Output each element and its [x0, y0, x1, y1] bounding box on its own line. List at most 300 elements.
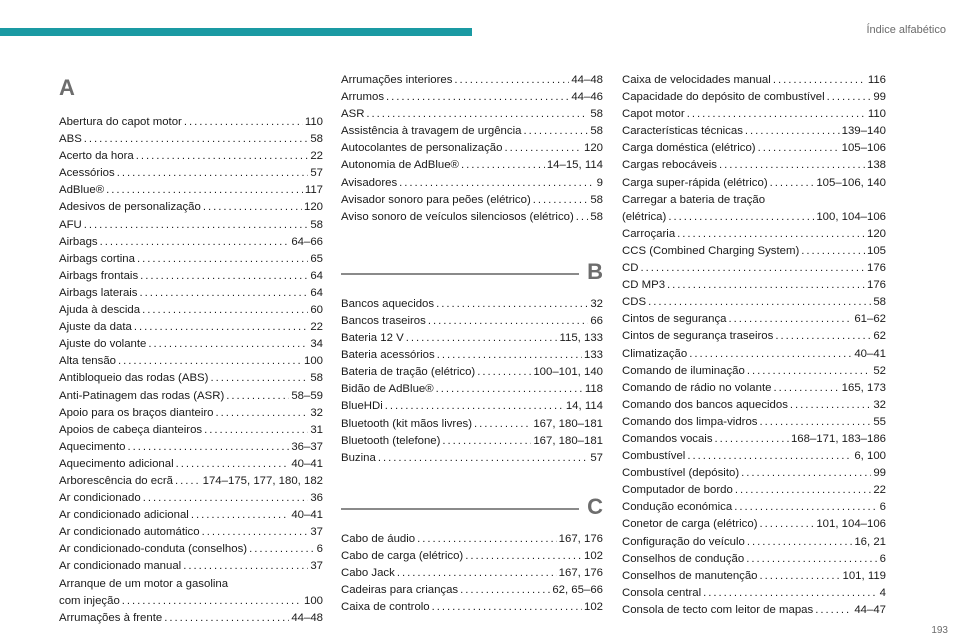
entry-label: Avisador sonoro para peões (elétrico): [341, 193, 531, 206]
entry-label: com injeção: [59, 594, 120, 607]
entry-label: BlueHDi: [341, 400, 383, 413]
leader-dots: [815, 602, 852, 619]
entry-label: Aquecimento adicional: [59, 457, 174, 470]
entry-label: Airbags laterais: [59, 286, 138, 299]
entry-pages: 64–66: [291, 235, 323, 248]
entry-pages: 101, 104–106: [816, 518, 886, 531]
index-entry: [341, 565, 603, 582]
entry-pages: 32: [590, 297, 603, 310]
index-entry: [59, 148, 323, 165]
entry-pages: 60: [310, 304, 323, 317]
entry-pages: 117: [304, 184, 323, 197]
entry-label: Ar condicionado-conduta (conselhos): [59, 543, 248, 556]
index-entry: [341, 347, 603, 364]
index-entry: [341, 416, 603, 433]
entry-pages: 138: [866, 159, 886, 172]
index-entry: [59, 251, 323, 268]
entry-pages: 40–41: [854, 347, 886, 360]
entry-label: CDS: [622, 296, 647, 309]
leader-dots: [460, 582, 550, 599]
entry-label: Carga super-rápida (elétrico): [622, 176, 768, 189]
leader-dots: [428, 313, 588, 330]
entry-label: CCS (Combined Charging System): [622, 244, 800, 257]
entry-pages: 167, 176: [558, 566, 603, 579]
leader-dots: [134, 319, 309, 336]
entry-label: Cabo de carga (elétrico): [341, 549, 464, 562]
entry-pages: 99: [873, 467, 886, 480]
entry-pages: 120: [303, 201, 323, 214]
entry-pages: 52: [873, 364, 886, 377]
leader-dots: [191, 507, 289, 524]
entry-label: Condução económica: [622, 501, 733, 514]
index-entry: [59, 473, 323, 490]
entry-pages: 14–15, 114: [546, 159, 603, 172]
leader-dots: [775, 328, 871, 345]
entry-pages: 22: [310, 150, 323, 163]
entry-label: Apoio para os braços dianteiro: [59, 406, 214, 419]
entry-pages: 57: [310, 167, 323, 180]
leader-dots: [137, 251, 308, 268]
leader-dots: [436, 296, 588, 313]
index-entry: [341, 106, 603, 123]
index-entry: [341, 175, 603, 192]
index-entry: [622, 311, 886, 328]
leader-dots: [385, 398, 564, 415]
index-entry-continued: Carregar a bateria de tração: [622, 193, 766, 206]
entry-pages: 62: [873, 330, 886, 343]
leader-dots: [378, 450, 588, 467]
index-entry: [622, 123, 886, 140]
entry-label: Aviso sonoro de veículos silenciosos (elétrico): [341, 210, 574, 223]
leader-dots: [760, 516, 815, 533]
entry-pages: 40–41: [291, 457, 323, 470]
leader-dots: [504, 140, 582, 157]
leader-dots: [801, 243, 865, 260]
index-entry: [622, 106, 886, 123]
entry-label: ASR: [341, 108, 365, 121]
entry-pages: 32: [873, 398, 886, 411]
leader-dots: [687, 448, 852, 465]
leader-dots: [143, 490, 309, 507]
leader-dots: [136, 148, 309, 165]
index-entry: [59, 388, 323, 405]
leader-dots: [216, 405, 309, 422]
entry-pages: 16, 21: [854, 535, 886, 548]
index-entry: [59, 405, 323, 422]
index-entry: [59, 182, 323, 199]
index-entry: [59, 558, 323, 575]
index-entry: [622, 209, 886, 226]
index-list-c-continued: [622, 72, 886, 192]
entry-label: Conetor de carga (elétrico): [622, 518, 758, 531]
index-entry: [622, 414, 886, 431]
leader-dots: [142, 302, 308, 319]
entry-pages: 115, 133: [559, 332, 603, 345]
entry-label: Cabo de áudio: [341, 532, 416, 545]
entry-label: Capacidade do depósito de combustível: [622, 91, 825, 104]
index-entry: [622, 448, 886, 465]
entry-pages: 120: [866, 227, 886, 240]
index-entry: [622, 363, 886, 380]
leader-dots: [437, 347, 582, 364]
entry-pages: 44–47: [854, 603, 886, 616]
leader-dots: [648, 294, 871, 311]
index-entry: [341, 123, 603, 140]
leader-dots: [454, 72, 569, 89]
entry-pages: 36–37: [291, 440, 323, 453]
entry-pages: 100: [303, 594, 323, 607]
entry-label: Ajuste do volante: [59, 338, 147, 351]
entry-pages: 105–106: [841, 142, 886, 155]
leader-dots: [432, 599, 582, 616]
index-list-a: [59, 114, 323, 576]
entry-pages: 64: [310, 286, 323, 299]
entry-label: Ar condicionado manual: [59, 560, 182, 573]
leader-dots: [226, 388, 289, 405]
leader-dots: [533, 192, 589, 209]
index-entry: [59, 422, 323, 439]
entry-pages: 66: [590, 314, 603, 327]
leader-dots: [118, 353, 302, 370]
leader-dots: [148, 336, 308, 353]
index-entry: [341, 89, 603, 106]
entry-pages: 101, 119: [842, 569, 886, 582]
entry-label: Antibloqueio das rodas (ABS): [59, 372, 209, 385]
leader-dots: [759, 414, 871, 431]
entry-pages: 22: [873, 484, 886, 497]
leader-dots: [202, 524, 309, 541]
entry-pages: 34: [310, 338, 323, 351]
leader-dots: [366, 106, 588, 123]
leader-dots: [687, 106, 866, 123]
entry-pages: 58: [590, 210, 603, 223]
entry-label: Conselhos de condução: [622, 552, 745, 565]
entry-label: AFU: [59, 218, 82, 231]
index-entry: [341, 209, 603, 226]
entry-pages: 6: [879, 501, 886, 514]
entry-label: Airbags frontais: [59, 269, 139, 282]
entry-pages: 6: [316, 543, 323, 556]
index-entry: [622, 294, 886, 311]
entry-pages: 110: [867, 108, 886, 121]
entry-label: Bateria 12 V: [341, 332, 404, 345]
entry-label: Apoios de cabeça dianteiros: [59, 423, 203, 436]
index-entry: [622, 397, 886, 414]
index-entry: [622, 89, 886, 106]
leader-dots: [106, 182, 303, 199]
index-entry: [341, 364, 603, 381]
entry-label: Carga doméstica (elétrico): [622, 142, 756, 155]
entry-label: Bidão de AdBlue®: [341, 383, 434, 396]
leader-dots: [677, 226, 865, 243]
index-entry: [59, 217, 323, 234]
entry-pages: 165, 173: [841, 381, 886, 394]
leader-dots: [667, 277, 865, 294]
header-accent-bar: [0, 28, 472, 36]
leader-dots: [249, 541, 315, 558]
entry-pages: 37: [310, 526, 323, 539]
leader-dots: [84, 217, 309, 234]
entry-label: Cintos de segurança: [622, 313, 727, 326]
leader-dots: [140, 268, 308, 285]
entry-pages: 6: [879, 552, 886, 565]
entry-label: Cabo Jack: [341, 566, 395, 579]
index-entry: [341, 72, 603, 89]
index-entry: [622, 243, 886, 260]
leader-dots: [734, 499, 877, 516]
entry-label: Arrumações interiores: [341, 74, 453, 86]
leader-dots: [668, 209, 814, 226]
entry-pages: 58: [310, 218, 323, 231]
entry-pages: 4: [879, 586, 886, 599]
entry-pages: 110: [304, 116, 323, 128]
entry-pages: 31: [310, 423, 323, 436]
leader-dots: [523, 123, 588, 140]
leader-dots: [117, 165, 309, 182]
index-list-c-continued: [622, 226, 886, 619]
index-entry: [622, 585, 886, 602]
leader-dots: [746, 551, 877, 568]
leader-dots: [477, 364, 531, 381]
index-entry: [341, 296, 603, 313]
leader-dots: [100, 234, 290, 251]
leader-dots: [465, 548, 582, 565]
leader-dots: [728, 311, 852, 328]
index-entry: [341, 192, 603, 209]
section-header-c: [341, 495, 603, 521]
entry-label: Cintos de segurança traseiros: [622, 330, 774, 343]
page-number: 193: [931, 625, 948, 636]
entry-pages: 58: [873, 296, 886, 309]
leader-dots: [576, 209, 589, 226]
entry-pages: 167, 180–181: [533, 434, 603, 447]
entry-label: Ajuda à descida: [59, 304, 141, 317]
entry-label: Consola de tecto com leitor de mapas: [622, 603, 814, 616]
entry-label: Arborescência do ecrã: [59, 474, 173, 487]
index-entry: [622, 465, 886, 482]
entry-label: Acerto da hora: [59, 150, 134, 163]
entry-pages: 58: [590, 193, 603, 206]
index-entry: [622, 157, 886, 174]
entry-pages: 102: [583, 549, 603, 562]
leader-dots: [741, 465, 871, 482]
leader-dots: [735, 482, 872, 499]
entry-pages: 118: [584, 383, 603, 396]
entry-label: Autocolantes de personalização: [341, 142, 503, 155]
entry-label: Airbags: [59, 235, 98, 248]
leader-dots: [715, 431, 789, 448]
index-entry: [341, 330, 603, 347]
entry-label: Capot motor: [622, 108, 685, 121]
entry-label: Comando de rádio no volante: [622, 381, 772, 394]
index-entry: [59, 302, 323, 319]
entry-label: Consola central: [622, 586, 702, 599]
entry-pages: 58: [310, 372, 323, 385]
leader-dots: [745, 123, 840, 140]
entry-pages: 102: [583, 601, 603, 614]
section-divider: [341, 273, 579, 275]
leader-dots: [773, 72, 866, 89]
entry-pages: 22: [310, 321, 323, 334]
entry-pages: 105–106, 140: [816, 176, 886, 189]
entry-pages: 167, 176: [558, 532, 603, 545]
entry-label: Carroçaria: [622, 227, 676, 240]
entry-label: Combustível (depósito): [622, 467, 740, 480]
leader-dots: [176, 456, 290, 473]
entry-label: Acessórios: [59, 167, 115, 180]
index-column-2: [341, 72, 603, 616]
index-entry: [622, 226, 886, 243]
leader-dots: [122, 593, 302, 610]
index-entry: [622, 602, 886, 619]
index-entry: [59, 593, 323, 610]
entry-pages: 100–101, 140: [533, 366, 603, 379]
index-entry: [622, 551, 886, 568]
entry-pages: 62, 65–66: [552, 584, 603, 597]
entry-label: Ar condicionado: [59, 492, 141, 505]
index-entry: [59, 456, 323, 473]
entry-label: Bancos aquecidos: [341, 297, 435, 310]
index-entry: [341, 531, 603, 548]
index-entry: [622, 277, 886, 294]
leader-dots: [461, 157, 545, 174]
entry-label: Bluetooth (kit mãos livres): [341, 417, 473, 430]
entry-pages: 65: [310, 252, 323, 265]
entry-label: Bateria de tração (elétrico): [341, 366, 476, 379]
index-entry: [622, 140, 886, 157]
entry-label: Buzina: [341, 451, 376, 464]
entry-pages: 58: [310, 133, 323, 146]
entry-pages: 133: [583, 349, 603, 362]
entry-label: Cadeiras para crianças: [341, 584, 459, 597]
index-entry: [59, 268, 323, 285]
entry-label: Caixa de velocidades manual: [622, 74, 771, 86]
entry-label: Cargas rebocáveis: [622, 159, 717, 172]
index-entry: [341, 313, 603, 330]
entry-pages: 58: [590, 125, 603, 138]
entry-pages: 139–140: [841, 125, 886, 138]
leader-dots: [164, 610, 289, 627]
entry-label: Comandos vocais: [622, 432, 713, 445]
index-entry: [622, 568, 886, 585]
entry-pages: 14, 114: [565, 400, 603, 413]
index-entry: [622, 431, 886, 448]
index-entry: [341, 599, 603, 616]
entry-pages: 176: [866, 279, 886, 292]
entry-pages: 57: [590, 451, 603, 464]
index-entry: [59, 370, 323, 387]
entry-pages: 100: [303, 355, 323, 368]
entry-label: Computador de bordo: [622, 484, 733, 497]
entry-label: Comando de iluminação: [622, 364, 745, 377]
index-entry: [59, 319, 323, 336]
entry-label: Caixa de controlo: [341, 601, 430, 614]
index-entry-continued: Arranque de um motor a gasolina: [59, 577, 229, 590]
entry-pages: 105: [866, 244, 886, 257]
leader-dots: [406, 330, 558, 347]
index-entry: [622, 328, 886, 345]
entry-label: Adesivos de personalização: [59, 201, 201, 214]
index-entry: [341, 433, 603, 450]
entry-label: Avisadores: [341, 176, 398, 189]
leader-dots: [140, 285, 309, 302]
entry-label: Comando dos bancos aquecidos: [622, 398, 788, 411]
index-entry: [59, 234, 323, 251]
entry-pages: 167, 180–181: [533, 417, 603, 430]
entry-label: Arrumações à frente: [59, 611, 163, 624]
entry-pages: 9: [596, 176, 603, 189]
index-entry: [622, 260, 886, 277]
entry-pages: 99: [873, 91, 886, 104]
leader-dots: [203, 199, 302, 216]
index-entry: [59, 114, 323, 131]
entry-label: Combustível: [622, 450, 686, 463]
section-letter-b: B: [587, 258, 603, 284]
entry-label: Anti-Patinagem das rodas (ASR): [59, 389, 225, 402]
index-entry: [59, 541, 323, 558]
entry-label: Bluetooth (telefone): [341, 434, 441, 447]
section-letter-a: A: [59, 75, 75, 100]
index-entry: [341, 450, 603, 467]
entry-pages: 40–41: [291, 509, 323, 522]
index-entry: [59, 199, 323, 216]
leader-dots: [175, 473, 201, 490]
entry-pages: 44–46: [571, 91, 603, 104]
index-entry: [622, 534, 886, 551]
leader-dots: [184, 114, 303, 131]
index-list-b: [341, 296, 603, 467]
index-entry: [59, 165, 323, 182]
leader-dots: [760, 568, 841, 585]
entry-label: Autonomia de AdBlue®: [341, 159, 459, 172]
entry-pages: 176: [866, 262, 886, 275]
entry-pages: 61–62: [854, 313, 886, 326]
entry-pages: 116: [867, 74, 886, 86]
entry-label: Assistência à travagem de urgência: [341, 125, 522, 138]
leader-dots: [790, 397, 871, 414]
index-entry: [622, 346, 886, 363]
entry-label: Alta tensão: [59, 355, 116, 368]
entry-label: ABS: [59, 133, 82, 146]
leader-dots: [204, 422, 308, 439]
entry-label: AdBlue®: [59, 184, 105, 197]
entry-label: Ar condicionado automático: [59, 526, 200, 539]
index-entry: [341, 582, 603, 599]
entry-label: Comando dos limpa-vidros: [622, 415, 758, 428]
leader-dots: [397, 565, 557, 582]
index-entry: [59, 131, 323, 148]
leader-dots: [747, 534, 852, 551]
index-column-3: [622, 72, 886, 619]
section-header-b: [341, 260, 603, 286]
index-entry: [59, 353, 323, 370]
index-entry: [341, 548, 603, 565]
index-entry: [622, 175, 886, 192]
leader-dots: [436, 381, 583, 398]
entry-label: (elétrica): [622, 210, 667, 223]
leader-dots: [719, 157, 865, 174]
entry-label: Airbags cortina: [59, 252, 135, 265]
entry-pages: 37: [310, 560, 323, 573]
leader-dots: [770, 175, 815, 192]
entry-label: Bancos traseiros: [341, 314, 426, 327]
index-entry: [341, 157, 603, 174]
entry-pages: 36: [310, 492, 323, 505]
entry-pages: 58: [590, 108, 603, 121]
index-entry: [341, 381, 603, 398]
entry-label: Ajuste da data: [59, 321, 132, 334]
leader-dots: [827, 89, 872, 106]
